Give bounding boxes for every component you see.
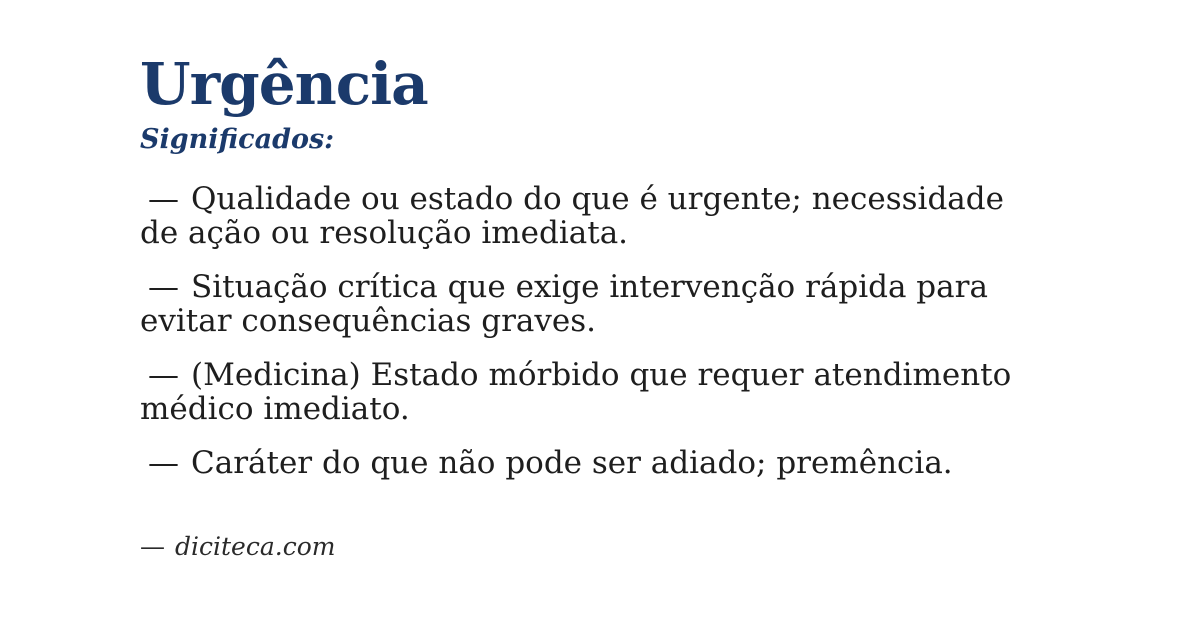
definition-text: (Medicina) Estado mórbido que requer atendimento médico imediato. [140,357,1012,427]
definition-item [140,270,1050,338]
definition-item [140,446,1050,480]
em-dash: — [148,445,179,481]
definitions-list [140,182,1050,480]
meanings-label: Significados: [140,124,335,155]
em-dash: — [140,532,165,561]
definition-item [140,358,1050,426]
em-dash: — [148,357,179,393]
definition-text: Caráter do que não pode ser adiado; premência. [191,445,953,481]
em-dash: — [148,269,179,305]
definition-text: Qualidade ou estado do que é urgente; necessidade de ação ou resolução imediata. [140,181,1004,251]
page-title: Urgência [140,50,428,118]
em-dash: — [148,181,179,217]
definition-text: Situação crítica que exige intervenção rápida para evitar consequências graves. [140,269,988,339]
source-attribution [140,532,1060,562]
definition-item [140,182,1050,250]
source-name: diciteca.com [175,532,336,561]
